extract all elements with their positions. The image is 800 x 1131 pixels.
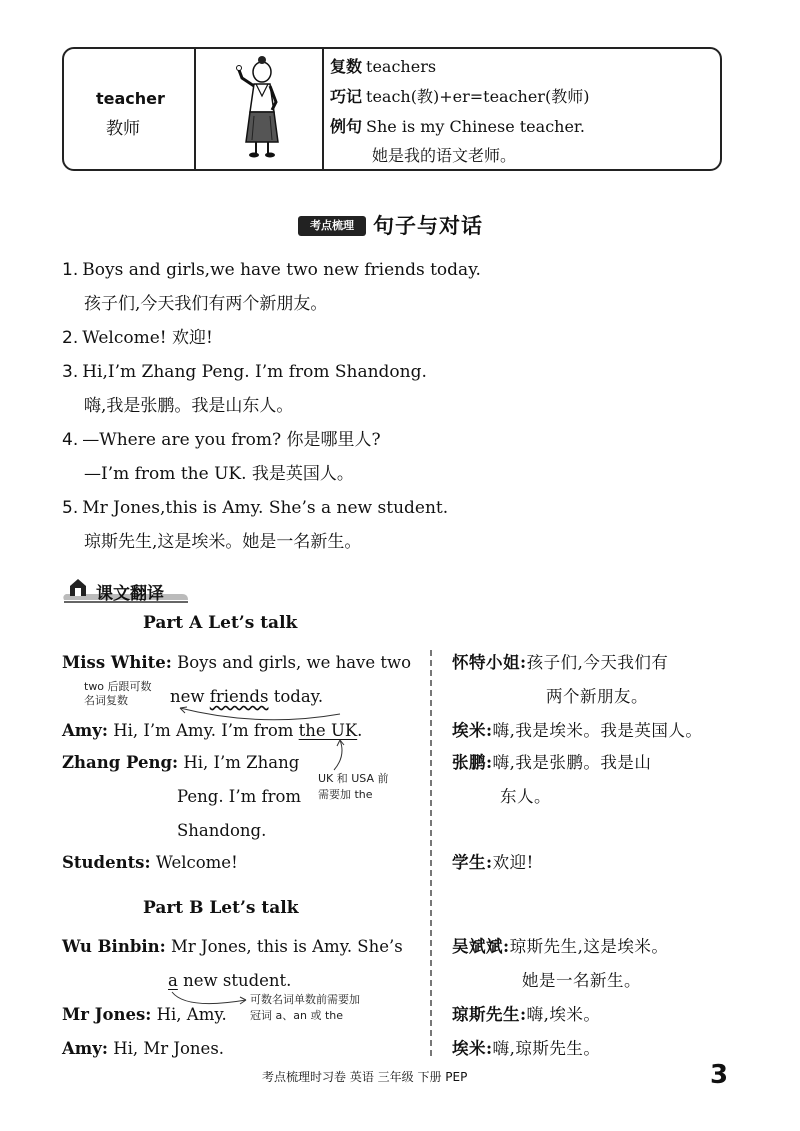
column-divider	[430, 650, 432, 1056]
vocab-plural	[330, 57, 436, 77]
note-two-2: 名词复数	[84, 694, 128, 707]
cn-wu-binbin-1	[452, 936, 668, 958]
cn-mr-jones	[452, 1004, 600, 1026]
cn-zhang-peng-2: 东人。	[500, 787, 551, 806]
cn-text: 嗨,琼斯先生。	[492, 1039, 601, 1058]
vocab-word: teacher	[96, 89, 165, 108]
dialog-zhang-peng-1	[62, 752, 299, 774]
sentence-text: —Where are you from? 你是哪里人?	[82, 430, 381, 450]
example-cn: 她是我的语文老师。	[372, 146, 517, 165]
cn-text: 嗨,埃米。	[526, 1005, 601, 1024]
cn-text: 琼斯先生,这是埃米。	[509, 937, 669, 956]
dialog-zhang-peng-3: Shandong.	[177, 821, 267, 840]
teacher-illustration	[232, 56, 292, 160]
sentence-2	[62, 327, 213, 349]
cn-wu-binbin-2: 她是一名新生。	[522, 971, 641, 990]
dialog-text: Mr Jones, this is Amy. She’s	[170, 937, 403, 956]
dialog-text: Hi, Mr Jones.	[113, 1039, 225, 1058]
dialog-zhang-peng-2: Peng. I’m from	[177, 787, 302, 806]
sentence-text: Welcome! 欢迎!	[82, 328, 213, 348]
sentence-5-en	[62, 497, 448, 519]
speaker: 怀特小姐:	[452, 653, 527, 672]
sentence-number: 3.	[62, 362, 79, 382]
plural-label: 复数	[330, 57, 363, 76]
cn-text: 嗨,我是张鹏。我是山	[492, 753, 652, 772]
sentence-number: 2.	[62, 328, 79, 348]
speaker: 学生:	[452, 853, 493, 872]
note-two-1: two 后跟可数	[84, 680, 152, 693]
speaker: Wu Binbin:	[62, 937, 166, 956]
dialog-wu-binbin-1	[62, 936, 403, 958]
key-section-badge: 考点梳理	[298, 216, 366, 236]
speaker: 吴斌斌:	[452, 937, 510, 956]
speaker: Amy:	[62, 1039, 108, 1058]
speaker: Amy:	[62, 721, 108, 740]
book-icon	[70, 579, 86, 596]
example-en: She is my Chinese teacher.	[366, 117, 585, 136]
dialog-underlined: the UK	[298, 721, 358, 740]
sentence-3-cn: 嗨,我是张鹏。我是山东人。	[84, 396, 294, 416]
memory-label: 巧记	[330, 87, 363, 106]
cn-amy-1	[452, 720, 702, 742]
page-number: 3	[710, 1060, 729, 1090]
note-article-1: 可数名词单数前需要加	[250, 993, 360, 1006]
speaker: Students:	[62, 853, 151, 872]
note-uk-2: 需要加 the	[318, 788, 373, 801]
speaker: 埃米:	[452, 721, 493, 740]
sentence-4-cn: —I’m from the UK. 我是英国人。	[84, 464, 354, 484]
speaker: 张鹏:	[452, 753, 493, 772]
dialog-text: today.	[273, 687, 324, 706]
dialog-text: new student.	[183, 971, 292, 990]
sentence-text: Hi,I’m Zhang Peng. I’m from Shandong.	[82, 362, 427, 382]
sentence-1-en	[62, 259, 481, 281]
cn-amy-2	[452, 1038, 600, 1060]
vocab-divider	[194, 49, 196, 169]
cn-students	[452, 852, 534, 874]
dialog-text: Welcome!	[155, 853, 238, 872]
dialog-amy-2	[62, 1038, 224, 1060]
dialog-text: Hi, Amy.	[156, 1005, 227, 1024]
vocab-example	[330, 117, 585, 137]
example-label: 例句	[330, 117, 363, 136]
sentence-number: 1.	[62, 260, 79, 280]
plural-value: teachers	[366, 57, 437, 76]
vocab-divider	[322, 49, 324, 169]
memory-value: teach(教)+er=teacher(教师)	[366, 87, 590, 106]
dialog-students	[62, 852, 238, 874]
dialog-wu-binbin-2	[168, 970, 291, 992]
note-uk-1: UK 和 USA 前	[318, 772, 389, 785]
footer-text: 考点梳理时习卷 英语 三年级 下册 PEP	[262, 1070, 468, 1084]
cn-miss-white-1	[452, 652, 668, 674]
sentence-text: Boys and girls,we have two new friends today.	[82, 260, 481, 280]
dialog-text: Hi, I’m Zhang	[183, 753, 300, 772]
sentence-number: 4.	[62, 430, 79, 450]
dialog-text: Hi, I’m Amy. I’m from	[113, 721, 299, 740]
speaker: 琼斯先生:	[452, 1005, 527, 1024]
dialog-underlined: friends	[209, 687, 269, 706]
dialog-text: new	[170, 687, 205, 706]
sentence-5-cn: 琼斯先生,这是埃米。她是一名新生。	[84, 532, 362, 552]
part-b-title: Part B Let’s talk	[143, 898, 299, 918]
part-a-title: Part A Let’s talk	[143, 613, 298, 633]
speaker: Mr Jones:	[62, 1005, 152, 1024]
vocab-memory	[330, 87, 589, 107]
speaker: Miss White:	[62, 653, 172, 672]
dialog-miss-white-1	[62, 652, 411, 674]
sentence-text: Mr Jones,this is Amy. She’s a new student.	[82, 498, 449, 518]
key-section-title: 句子与对话	[373, 214, 483, 238]
sentence-3-en	[62, 361, 427, 383]
annotation-arrow	[312, 738, 372, 774]
translation-badge-label: 课文翻译	[96, 584, 164, 604]
cn-zhang-peng-1	[452, 752, 651, 774]
speaker: 埃米:	[452, 1039, 493, 1058]
dialog-text: .	[357, 721, 363, 740]
sentence-1-cn: 孩子们,今天我们有两个新朋友。	[84, 294, 328, 314]
cn-text: 欢迎!	[492, 853, 534, 872]
cn-text: 孩子们,今天我们有	[526, 653, 669, 672]
dialog-text: Boys and girls, we have two	[177, 653, 412, 672]
vocab-meaning: 教师	[106, 119, 140, 139]
cn-text: 嗨,我是埃米。我是英国人。	[492, 721, 703, 740]
dialog-underlined: a	[168, 971, 178, 990]
cn-miss-white-2: 两个新朋友。	[546, 687, 648, 706]
sentence-4-en	[62, 429, 381, 451]
dialog-mr-jones	[62, 1004, 227, 1026]
sentence-number: 5.	[62, 498, 79, 518]
note-article-2: 冠词 a、an 或 the	[250, 1009, 343, 1022]
speaker: Zhang Peng:	[62, 753, 179, 772]
